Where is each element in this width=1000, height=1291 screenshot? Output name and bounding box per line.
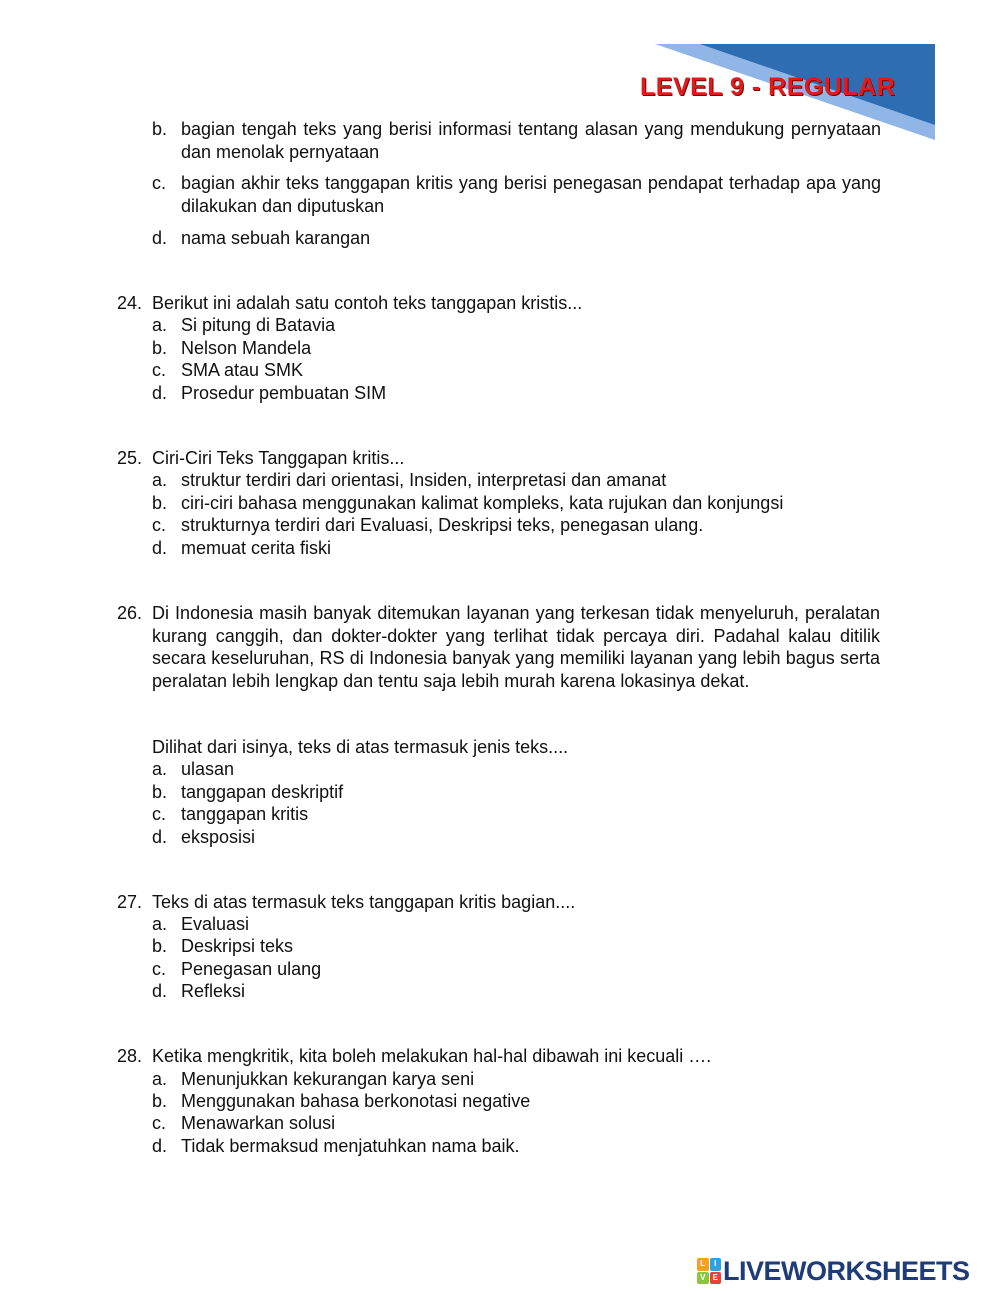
option-letter: b. <box>152 936 168 956</box>
option-text: Menawarkan solusi <box>181 1113 336 1133</box>
liveworksheets-brand[interactable] <box>697 1256 970 1286</box>
option-letter: d. <box>152 538 168 558</box>
option-letter: c. <box>152 515 167 535</box>
logo-letter: L <box>697 1258 709 1271</box>
option-letter: c. <box>152 360 167 380</box>
option-text: ulasan <box>181 759 235 779</box>
option-text: Evaluasi <box>181 914 250 934</box>
question-prompt: Dilihat dari isinya, teks di atas termasuk jenis teks.... <box>152 737 569 757</box>
option-letter: a. <box>152 470 168 490</box>
option-letter: d. <box>152 1136 168 1156</box>
option-text: tanggapan kritis <box>181 804 309 824</box>
option-letter: b. <box>152 493 168 513</box>
question-text: Ketika mengkritik, kita boleh melakukan hal-hal dibawah ini kecuali …. <box>152 1046 712 1066</box>
option-letter: b. <box>152 782 168 802</box>
option-letter: c. <box>152 959 167 979</box>
prev-option-text: bagian tengah teks yang berisi informasi tentang alasan yang mendukung pernyataan dan menolak pernyataan <box>181 119 881 162</box>
option-letter: a. <box>152 315 168 335</box>
option-text: Nelson Mandela <box>181 338 312 358</box>
option-letter: d. <box>152 827 168 847</box>
option-text: Deskripsi teks <box>181 936 294 956</box>
option-letter: d. <box>152 383 168 403</box>
option-text: Prosedur pembuatan SIM <box>181 383 387 403</box>
option-letter: a. <box>152 1069 168 1089</box>
option-letter: a. <box>152 914 168 934</box>
prev-option-text: bagian akhir teks tanggapan kritis yang berisi penegasan pendapat terhadap apa yang dilakukan dan diputuskan <box>181 173 881 216</box>
option-text: strukturnya terdiri dari Evaluasi, Deskripsi teks, penegasan ulang. <box>181 515 704 535</box>
question-text: Berikut ini adalah satu contoh teks tanggapan kristis... <box>152 293 583 313</box>
option-text: SMA atau SMK <box>181 360 304 380</box>
logo-letter: I <box>710 1258 722 1271</box>
option-text: eksposisi <box>181 827 256 847</box>
option-text: struktur terdiri dari orientasi, Insiden, interpretasi dan amanat <box>181 470 667 490</box>
prev-option-letter: c. <box>152 173 167 193</box>
option-letter: b. <box>152 1091 168 1111</box>
question-number: 24. <box>117 293 143 313</box>
prev-option-text: nama sebuah karangan <box>181 228 371 248</box>
option-text: Menggunakan bahasa berkonotasi negative <box>181 1091 531 1111</box>
option-letter: c. <box>152 804 167 824</box>
liveworksheets-logo-icon <box>697 1258 721 1284</box>
question-text: Teks di atas termasuk teks tanggapan kritis bagian.... <box>152 892 576 912</box>
brand-name: LIVEWORKSHEETS <box>723 1255 970 1286</box>
option-text: memuat cerita fiski <box>181 538 332 558</box>
option-letter: b. <box>152 338 168 358</box>
question-number: 26. <box>117 603 143 623</box>
option-text: Refleksi <box>181 981 246 1001</box>
prev-option-letter: b. <box>152 119 168 139</box>
option-letter: a. <box>152 759 168 779</box>
question-text: Ciri-Ciri Teks Tanggapan kritis... <box>152 448 405 468</box>
logo-letter: E <box>710 1272 722 1285</box>
logo-letter: V <box>697 1272 709 1285</box>
option-letter: c. <box>152 1113 167 1133</box>
level-title: LEVEL 9 - REGULAR <box>640 73 896 101</box>
question-number: 27. <box>117 892 143 912</box>
option-text: tanggapan deskriptif <box>181 782 344 802</box>
option-letter: d. <box>152 981 168 1001</box>
prev-option-letter: d. <box>152 228 168 248</box>
option-text: Penegasan ulang <box>181 959 322 979</box>
question-number: 25. <box>117 448 143 468</box>
option-text: ciri-ciri bahasa menggunakan kalimat kompleks, kata rujukan dan konjungsi <box>181 493 784 513</box>
option-text: Tidak bermaksud menjatuhkan nama baik. <box>181 1136 520 1156</box>
question-number: 28. <box>117 1046 143 1066</box>
option-text: Si pitung di Batavia <box>181 315 336 335</box>
option-text: Menunjukkan kekurangan karya seni <box>181 1069 475 1089</box>
question-text: Di Indonesia masih banyak ditemukan layanan yang terkesan tidak menyeluruh, peralatan kurang canggih, dan dokter-dokter yang terlihat tidak percaya diri. Padahal kalau ditilik secara keseluruhan, RS di Indonesia banyak yang memiliki layanan yang lebih bagus serta peralatan lebih lengkap dan tentu saja lebih murah karena lokasinya dekat. <box>152 603 880 691</box>
